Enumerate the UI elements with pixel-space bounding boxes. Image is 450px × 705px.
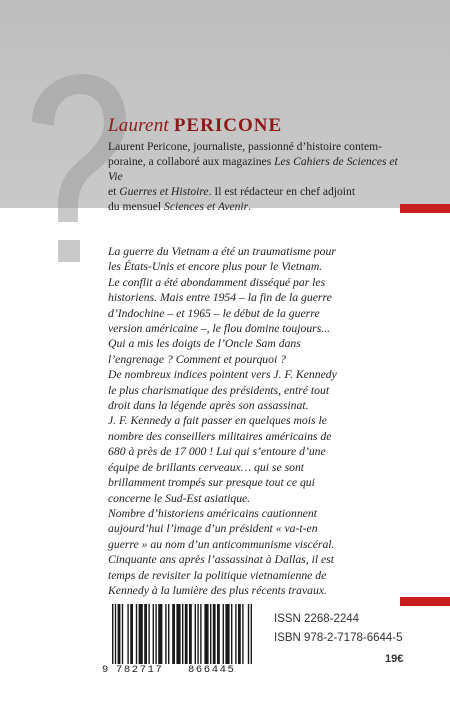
summary-line: Cinquante ans après l’assassinat à Dallas, il est <box>108 553 334 567</box>
barcode-bar <box>182 604 183 672</box>
bio-text: Laurent Pericone, journaliste, passionné d’histoire contem- <box>108 140 382 153</box>
bio-text: du mensuel <box>108 200 165 213</box>
bio-text: . Il est rédacteur en chef adjoint <box>208 185 356 198</box>
barcode-bar <box>213 604 216 672</box>
barcode-bar <box>168 604 169 672</box>
summary-line: Nombre d’historiens américains cautionnent <box>108 506 317 520</box>
red-accent-bar-top <box>400 204 450 213</box>
barcode-bar <box>204 604 208 672</box>
barcode-bar <box>153 604 154 672</box>
summary-line: temps de revisiter la politique vietnamienne de <box>108 568 327 582</box>
bio-text: . <box>248 200 252 213</box>
author-bio <box>108 139 408 214</box>
barcode-bar <box>225 604 229 672</box>
summary-line: guerre » au nom d’un anticommunisme viscéral. <box>108 537 335 551</box>
summary-line: nombre des conseillers militaires américains de <box>108 429 332 443</box>
barcode-bar <box>148 604 149 672</box>
summary-line: version américaine –, le flou domine toujours... <box>108 322 331 336</box>
barcode-digits <box>102 664 256 678</box>
barcode-bar <box>122 604 123 672</box>
barcode-first-digit: 9 <box>102 664 109 676</box>
summary-line: aujourd’hui l’image d’un président « va-t-en <box>108 522 318 536</box>
barcode-bar <box>158 604 162 672</box>
summary-line: De nombreux indices pointent vers J. F. Kennedy <box>108 368 337 382</box>
magazine-title: Guerres et Histoire <box>119 185 209 198</box>
barcode-bar <box>144 604 147 672</box>
summary-line: équipe de brillants cerveaux… qui se sont <box>108 460 305 474</box>
summary-line: d’Indochine – et 1965 – le début de la guerre <box>108 306 320 320</box>
summary-line: le plus charismatique des présidents, entré tout <box>108 383 330 397</box>
magazine-title: Les Cahiers de Sciences et Vie <box>108 155 398 183</box>
barcode-bar <box>251 604 252 672</box>
bio-line <box>108 139 408 154</box>
barcode-bar <box>242 604 243 672</box>
author-last-name: PERICONE <box>173 115 283 136</box>
barcode-bar <box>165 604 166 672</box>
isbn-number: ISBN 978-2-7178-6644-5 <box>274 632 403 644</box>
summary-line: Kennedy à la lumière des plus récents travaux. <box>108 583 327 597</box>
barcode-bar <box>118 604 121 672</box>
author-name <box>108 115 282 137</box>
barcode-bar <box>155 604 156 672</box>
summary-line: La guerre du Vietnam a été un traumatisme pour <box>108 245 336 258</box>
back-cover-summary <box>108 244 398 598</box>
summary-line: les États-Unis et encore plus pour le Vietnam. <box>108 260 323 274</box>
barcode-bar <box>139 604 143 672</box>
bio-line <box>108 154 408 184</box>
bio-text: et <box>108 185 120 198</box>
summary-line: 680 à près de 17 000 ! Lui qui s’entoure d’une <box>108 445 326 459</box>
magazine-title: Sciences et Avenir <box>164 200 249 213</box>
red-accent-bar-bottom <box>400 597 450 606</box>
summary-line: droit dans la légende après son assassinat. <box>108 399 309 413</box>
barcode-bar <box>223 604 224 672</box>
barcode-bar <box>115 604 116 672</box>
summary-line: Qui a mis les doigts de l’Oncle Sam dans <box>108 337 301 351</box>
barcode-bar <box>210 604 211 672</box>
barcode-bar <box>195 604 196 672</box>
barcode-bar <box>200 604 201 672</box>
barcode-bar <box>176 604 180 672</box>
barcode-bar <box>248 604 249 672</box>
barcode-bar <box>185 604 188 672</box>
summary-line: brillamment trompés sur presque tout ce qui <box>108 476 315 490</box>
barcode-bar <box>231 604 232 672</box>
barcode-bar <box>217 604 220 672</box>
barcode-bar <box>112 604 113 672</box>
summary-line: concerne le Sud-Est asiatique. <box>108 491 251 505</box>
barcode-bar <box>136 604 137 672</box>
price: 19€ <box>385 653 404 665</box>
summary-line: l’engrenage ? Comment et pourquoi ? <box>108 352 286 366</box>
barcode-bar <box>238 604 241 672</box>
barcode-bar <box>189 604 192 672</box>
bio-line <box>108 199 408 214</box>
barcode-left-group: 782717 <box>116 664 164 676</box>
barcode-bar <box>130 604 133 672</box>
bio-line <box>108 184 408 199</box>
barcode-bar <box>127 604 128 672</box>
summary-line: J. F. Kennedy a fait passer en quelques mois le <box>108 414 327 428</box>
author-first-name: Laurent <box>108 115 169 136</box>
barcode-bar <box>197 604 198 672</box>
barcode-bar <box>172 604 175 672</box>
barcode-bar <box>235 604 236 672</box>
summary-line: historiens. Mais entre 1954 – la fin de la guerre <box>108 291 332 305</box>
bio-text: poraine, a collaboré aux magazines <box>108 155 275 168</box>
summary-line: Le conflit a été abondamment disséqué par les <box>108 275 326 289</box>
barcode-right-group: 866445 <box>188 664 236 676</box>
issn-number: ISSN 2268-2244 <box>274 613 360 625</box>
